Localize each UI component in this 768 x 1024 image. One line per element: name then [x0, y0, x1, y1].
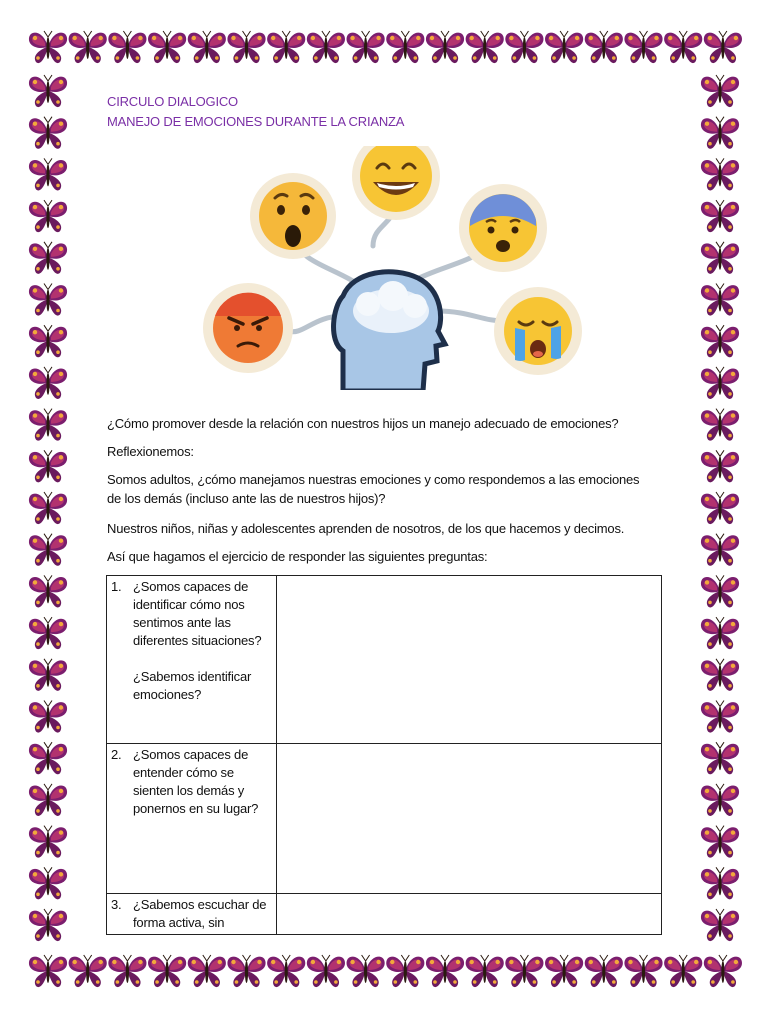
butterfly-icon [227, 955, 265, 987]
butterfly-icon [29, 617, 67, 649]
document-title-line1: CIRCULO DIALOGICO [107, 94, 238, 109]
butterfly-icon [227, 31, 265, 63]
question-number: 1. [111, 579, 122, 594]
butterfly-icon [29, 826, 67, 858]
question-text: ¿Sabemos escuchar de forma activa, sin [133, 897, 267, 930]
document-title-line2: MANEJO DE EMOCIONES DURANTE LA CRIANZA [107, 114, 405, 129]
butterfly-icon [29, 867, 67, 899]
butterfly-icon [267, 31, 305, 63]
adults-paragraph-line2: de los demás (incluso ante las de nuestros hijos)? [107, 491, 386, 506]
answer-cell[interactable] [277, 576, 662, 744]
butterfly-icon [148, 31, 186, 63]
butterfly-icon [701, 867, 739, 899]
butterfly-icon [624, 31, 662, 63]
butterfly-icon [505, 955, 543, 987]
crying-face-icon [494, 287, 582, 375]
butterfly-icon [701, 826, 739, 858]
question-text-secondary: ¿Sabemos identificar emociones? [133, 669, 252, 702]
butterfly-icon [29, 955, 67, 987]
butterfly-icon [386, 955, 424, 987]
question-text-main: ¿Somos capaces de identificar cómo nos sentimos ante las diferentes situaciones? [133, 579, 262, 648]
butterfly-icon [426, 955, 464, 987]
answer-cell[interactable] [277, 744, 662, 894]
butterfly-icon [701, 617, 739, 649]
question-text: ¿Somos capaces de entender cómo se sienten los demás y ponernos en su lugar? [133, 747, 259, 816]
butterfly-icon [701, 701, 739, 733]
laughing-face-icon [352, 146, 440, 220]
butterfly-icon [701, 575, 739, 607]
butterfly-icon [347, 31, 385, 63]
butterfly-icon [29, 742, 67, 774]
butterfly-icon [701, 242, 739, 274]
answer-cell[interactable] [277, 894, 662, 935]
children-learn-paragraph: Nuestros niños, niñas y adolescentes aprenden de nosotros, de los que hacemos y decimos. [107, 521, 625, 536]
butterfly-icon [701, 909, 739, 941]
reflexionemos-label: Reflexionemos: [107, 444, 194, 459]
butterfly-icon [69, 955, 107, 987]
butterfly-icon [188, 31, 226, 63]
butterfly-icon [29, 659, 67, 691]
butterfly-icon [267, 955, 305, 987]
butterfly-icon [307, 955, 345, 987]
butterfly-icon [701, 659, 739, 691]
butterfly-icon [701, 492, 739, 524]
butterfly-icon [188, 955, 226, 987]
butterfly-icon [585, 31, 623, 63]
butterfly-icon [701, 200, 739, 232]
question-number: 3. [111, 897, 122, 912]
butterfly-icon [545, 955, 583, 987]
adults-paragraph-line1: Somos adultos, ¿cómo manejamos nuestras emociones y como respondemos a las emociones [107, 472, 640, 487]
butterfly-icon [701, 158, 739, 190]
question-cell [107, 894, 277, 935]
question-text [133, 578, 268, 704]
butterfly-icon [29, 158, 67, 190]
butterfly-icon [466, 31, 504, 63]
surprised-face-icon [250, 173, 336, 259]
head-thinking-icon [334, 272, 445, 390]
butterfly-icon [29, 200, 67, 232]
butterfly-icon [347, 955, 385, 987]
butterfly-icon [29, 367, 67, 399]
butterfly-icon [29, 242, 67, 274]
butterfly-icon [108, 31, 146, 63]
document-header [107, 92, 663, 132]
butterfly-icon [69, 31, 107, 63]
fearful-face-icon [459, 184, 547, 272]
butterfly-icon [29, 450, 67, 482]
table-row [107, 744, 662, 894]
butterfly-icon [701, 325, 739, 357]
question-cell [107, 576, 277, 744]
butterfly-icon [701, 742, 739, 774]
butterfly-icon [701, 534, 739, 566]
butterfly-icon [29, 575, 67, 607]
butterfly-icon [585, 955, 623, 987]
intro-question: ¿Cómo promover desde la relación con nuestros hijos un manejo adecuado de emociones? [107, 416, 619, 431]
butterfly-icon [545, 31, 583, 63]
butterfly-icon [307, 31, 345, 63]
adults-paragraph [107, 470, 663, 508]
butterfly-icon [29, 284, 67, 316]
question-cell [107, 744, 277, 894]
butterfly-icon [704, 955, 742, 987]
table-row [107, 894, 662, 935]
butterfly-icon [29, 909, 67, 941]
butterfly-icon [29, 492, 67, 524]
table-row [107, 576, 662, 744]
butterfly-icon [701, 75, 739, 107]
butterfly-icon [29, 75, 67, 107]
butterfly-icon [701, 367, 739, 399]
butterfly-icon [108, 955, 146, 987]
exercise-instruction: Así que hagamos el ejercicio de responder las siguientes preguntas: [107, 549, 488, 564]
butterfly-icon [426, 31, 464, 63]
butterfly-icon [148, 955, 186, 987]
butterfly-icon [701, 117, 739, 149]
butterfly-icon [466, 955, 504, 987]
questions-table [106, 575, 662, 935]
butterfly-icon [386, 31, 424, 63]
butterfly-icon [29, 701, 67, 733]
butterfly-icon [624, 955, 662, 987]
emotions-illustration [193, 146, 593, 390]
butterfly-icon [29, 31, 67, 63]
butterfly-icon [701, 450, 739, 482]
butterfly-icon [29, 409, 67, 441]
butterfly-icon [505, 31, 543, 63]
butterfly-icon [701, 409, 739, 441]
butterfly-icon [29, 325, 67, 357]
butterfly-icon [664, 955, 702, 987]
butterfly-icon [701, 284, 739, 316]
butterfly-icon [29, 784, 67, 816]
butterfly-icon [29, 534, 67, 566]
butterfly-icon [29, 117, 67, 149]
question-number: 2. [111, 747, 122, 762]
butterfly-icon [701, 784, 739, 816]
butterfly-icon [664, 31, 702, 63]
angry-face-icon [203, 283, 293, 373]
butterfly-icon [704, 31, 742, 63]
